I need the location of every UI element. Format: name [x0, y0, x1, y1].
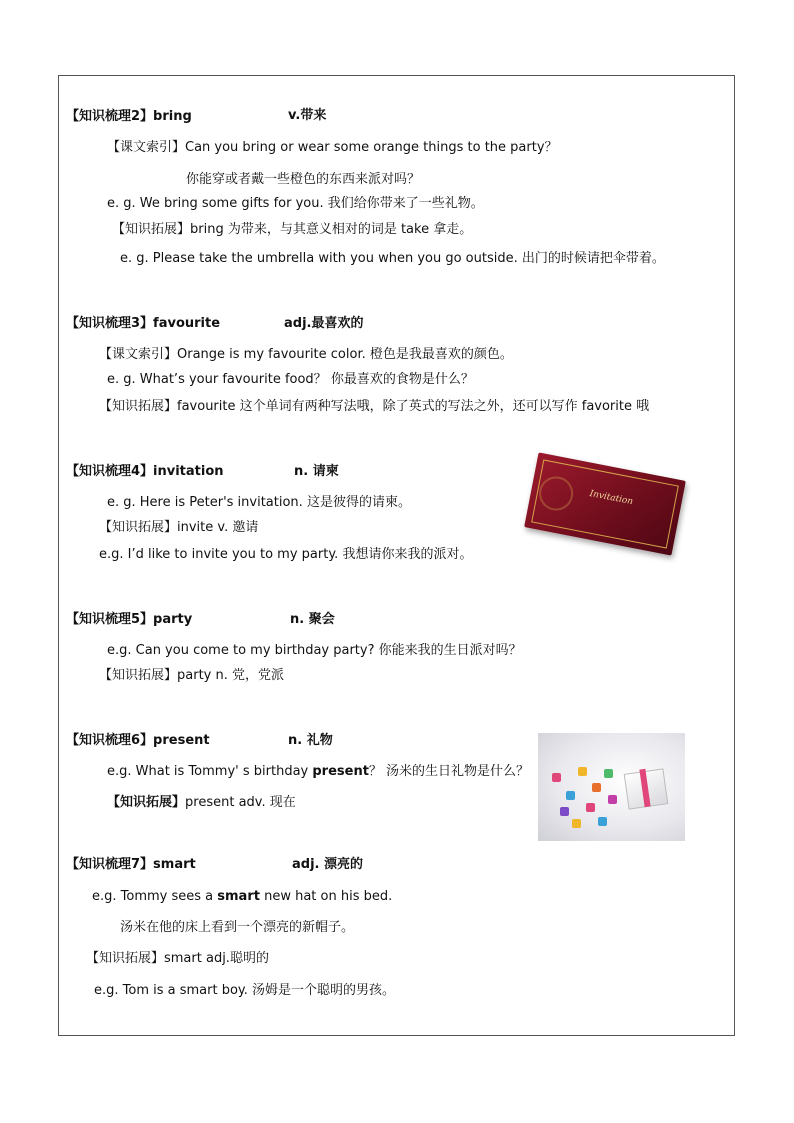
text-line: e.g. What is Tommy' s birthday present？ 汤米的生日礼物是什么？	[107, 764, 530, 779]
text-line: 【知识拓展】bring 为带来，与其意义相对的词是 take 拿走。	[112, 222, 473, 237]
part-of-speech-invitation: n. 请柬	[294, 464, 339, 479]
section-heading-bring: 【知识梳理2】bring	[66, 109, 192, 124]
emphasis-word: smart	[217, 889, 260, 904]
text-line: 【知识拓展】smart adj.聪明的	[86, 951, 269, 966]
text-line: e. g. We bring some gifts for you. 我们给你带来了一些礼物。	[107, 196, 484, 211]
text-line: e. g. Please take the umbrella with you when you go outside. 出门的时候请把伞带着。	[120, 251, 665, 266]
invitation-card-word: Invitation	[588, 488, 634, 508]
section-heading-present: 【知识梳理6】present	[66, 733, 210, 748]
text-line: e.g. Can you come to my birthday party? 你能来我的生日派对吗？	[107, 643, 522, 658]
text-line: 汤米在他的床上看到一个漂亮的新帽子。	[120, 920, 355, 935]
gift-box-image	[538, 733, 685, 841]
part-of-speech-smart: adj. 漂亮的	[292, 857, 363, 872]
text-line: 【知识拓展】favourite 这个单词有两种写法哦，除了英式的写法之外，还可以写作 favorite 哦	[99, 399, 650, 414]
text-line: e.g. I’d like to invite you to my party. 我想请你来我的派对。	[99, 547, 473, 562]
text-line: e.g. Tommy sees a smart new hat on his bed.	[92, 889, 393, 904]
text-line: e.g. Tom is a smart boy. 汤姆是一个聪明的男孩。	[94, 983, 396, 998]
section-heading-invitation: 【知识梳理4】invitation	[66, 464, 224, 479]
emphasis-word: present	[312, 764, 369, 779]
text-line: 【知识拓展】present adv. 现在	[107, 795, 296, 810]
text-line: 你能穿或者戴一些橙色的东西来派对吗？	[186, 172, 421, 187]
text-line: e. g. What’s your favourite food？ 你最喜欢的食物是什么？	[107, 372, 474, 387]
text-line: 【知识拓展】invite v. 邀请	[99, 520, 259, 535]
text-line: 【课文索引】Can you bring or wear some orange things to the party？	[107, 140, 558, 155]
part-of-speech-favourite: adj.最喜欢的	[284, 316, 364, 331]
text-line: 【知识拓展】party n. 党，党派	[99, 668, 284, 683]
section-heading-smart: 【知识梳理7】smart	[66, 857, 196, 872]
part-of-speech-bring: v.带来	[288, 108, 327, 123]
text-line: e. g. Here is Peter's invitation. 这是彼得的请柬。	[107, 495, 411, 510]
part-of-speech-party: n. 聚会	[290, 612, 335, 627]
section-heading-favourite: 【知识梳理3】favourite	[66, 316, 221, 331]
text-line: 【课文索引】Orange is my favourite color. 橙色是我最喜欢的颜色。	[99, 347, 513, 362]
section-heading-party: 【知识梳理5】party	[66, 612, 193, 627]
part-of-speech-present: n. 礼物	[288, 733, 333, 748]
